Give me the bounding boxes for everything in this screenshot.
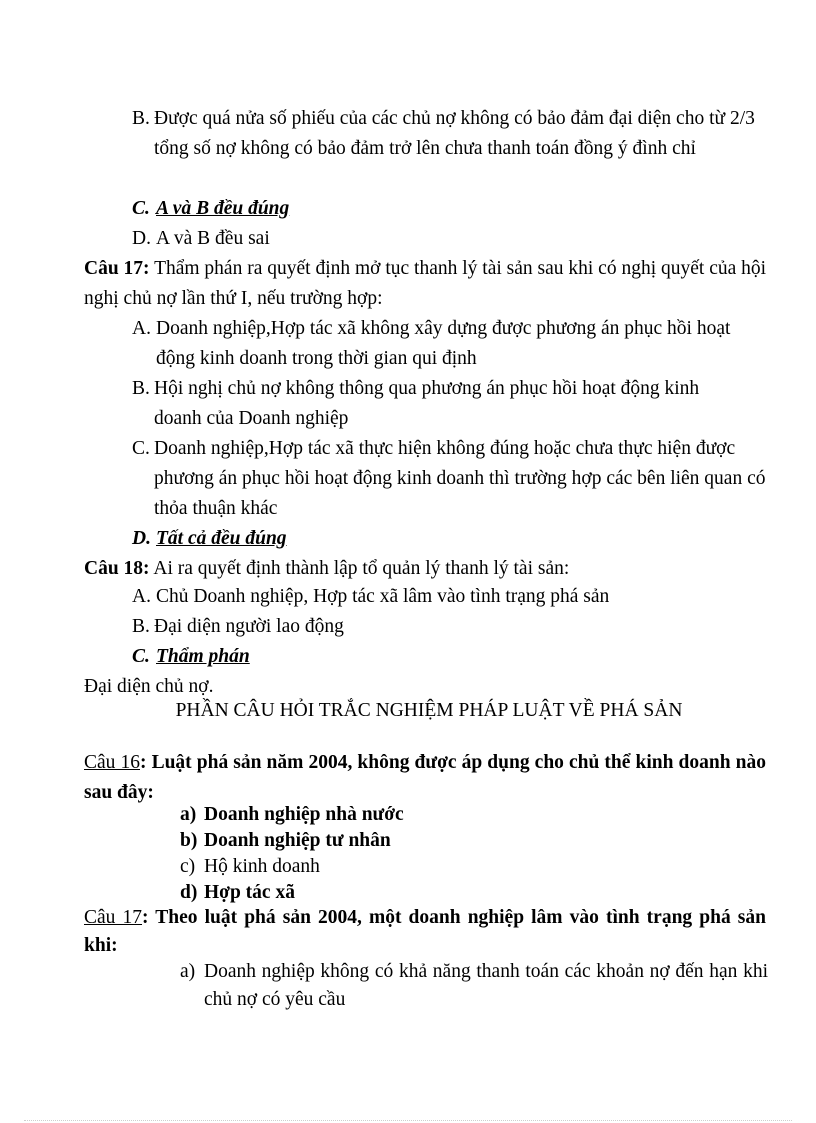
option-text: A và B đều đúng [156, 198, 290, 219]
q17-option-a [132, 314, 772, 374]
option-label: B. [132, 378, 150, 399]
question-18 [84, 554, 774, 584]
question-label: Câu 17 [84, 907, 143, 928]
question-label: Câu 17: [84, 258, 150, 279]
option-label: a) [180, 961, 196, 982]
option-label: d) [180, 882, 198, 903]
option-label: D. [132, 228, 151, 249]
option-label: C. [132, 198, 150, 219]
p2-question-16 [84, 748, 766, 808]
question-text: : Theo luật phá sản 2004, một doanh nghiệp lâm vào tình trạng phá sản khi: [84, 907, 766, 956]
option-b-prev [132, 104, 772, 164]
option-text: Đại diện người lao động [154, 616, 344, 637]
option-text: Thẩm phán [156, 646, 250, 667]
question-text: Thẩm phán ra quyết định mở tục thanh lý tài sản sau khi có nghị quyết của hội nghị chủ nợ lần thứ I, nếu trường hợp: [84, 258, 767, 309]
question-label: Câu 16 [84, 752, 140, 773]
question-text: Ai ra quyết định thành lập tổ quản lý thanh lý tài sản: [153, 558, 570, 579]
p2-q17-option-a [180, 958, 768, 1014]
option-text: Hợp tác xã [204, 882, 295, 903]
option-label: a) [180, 804, 197, 825]
option-text: Doanh nghiệp,Hợp tác xã không xây dựng được phương án phục hồi hoạt động kinh doanh trong thời gian qui định [156, 318, 731, 369]
option-text: Được quá nửa số phiếu của các chủ nợ không có bảo đảm đại diện cho từ 2/3 tổng số nợ không có bảo đảm trở lên chưa thanh toán đồng ý đình chỉ [154, 108, 755, 159]
option-text: Tất cả đều đúng [156, 528, 287, 549]
option-label: C. [132, 438, 150, 459]
option-text: Doanh nghiệp tư nhân [204, 830, 391, 851]
option-text: Doanh nghiệp không có khả năng thanh toán các khoản nợ đến hạn khi chủ nợ có yêu cầu [204, 961, 768, 1010]
option-label: c) [180, 856, 196, 877]
option-text: Chủ Doanh nghiệp, Hợp tác xã lâm vào tình trạng phá sản [156, 586, 610, 607]
option-label: D. [132, 528, 151, 549]
option-text: Doanh nghiệp,Hợp tác xã thực hiện không đúng hoặc chưa thực hiện được phương án phục hồi hoạt động kinh doanh thì trường hợp các bên liên quan có thỏa thuận khác [154, 438, 766, 519]
q17-option-d-answer [132, 524, 287, 554]
option-label: A. [132, 318, 151, 339]
option-label: b) [180, 830, 198, 851]
page-footer-divider [24, 1120, 792, 1121]
question-label: Câu 18: [84, 558, 150, 579]
option-text: Hộ kinh doanh [204, 856, 320, 877]
option-text: Doanh nghiệp nhà nước [204, 804, 404, 825]
option-label: B. [132, 616, 150, 637]
option-text: A và B đều sai [156, 228, 270, 249]
option-label: C. [132, 646, 150, 667]
option-label: B. [132, 108, 150, 129]
q17-option-b [132, 374, 732, 434]
question-text: : Luật phá sản năm 2004, không được áp dụng cho chủ thể kinh doanh nào sau đây: [84, 752, 766, 803]
section-title: PHẦN CÂU HỎI TRẮC NGHIỆM PHÁP LUẬT VỀ PHÁ SẢN [175, 700, 683, 721]
option-d-prev [132, 224, 270, 254]
p2-question-17 [84, 904, 766, 960]
option-c-prev-answer [132, 194, 289, 224]
question-17 [84, 254, 774, 314]
q18-option-a [132, 582, 609, 612]
option-text: Hội nghị chủ nợ không thông qua phương án phục hồi hoạt động kinh doanh của Doanh nghiệp [154, 378, 700, 429]
q17-option-c [132, 434, 772, 524]
q18-option-c-answer [132, 642, 250, 672]
option-label: A. [132, 586, 151, 607]
trailing-line: Đại diện chủ nợ. [84, 676, 214, 697]
q18-option-b [132, 612, 344, 642]
